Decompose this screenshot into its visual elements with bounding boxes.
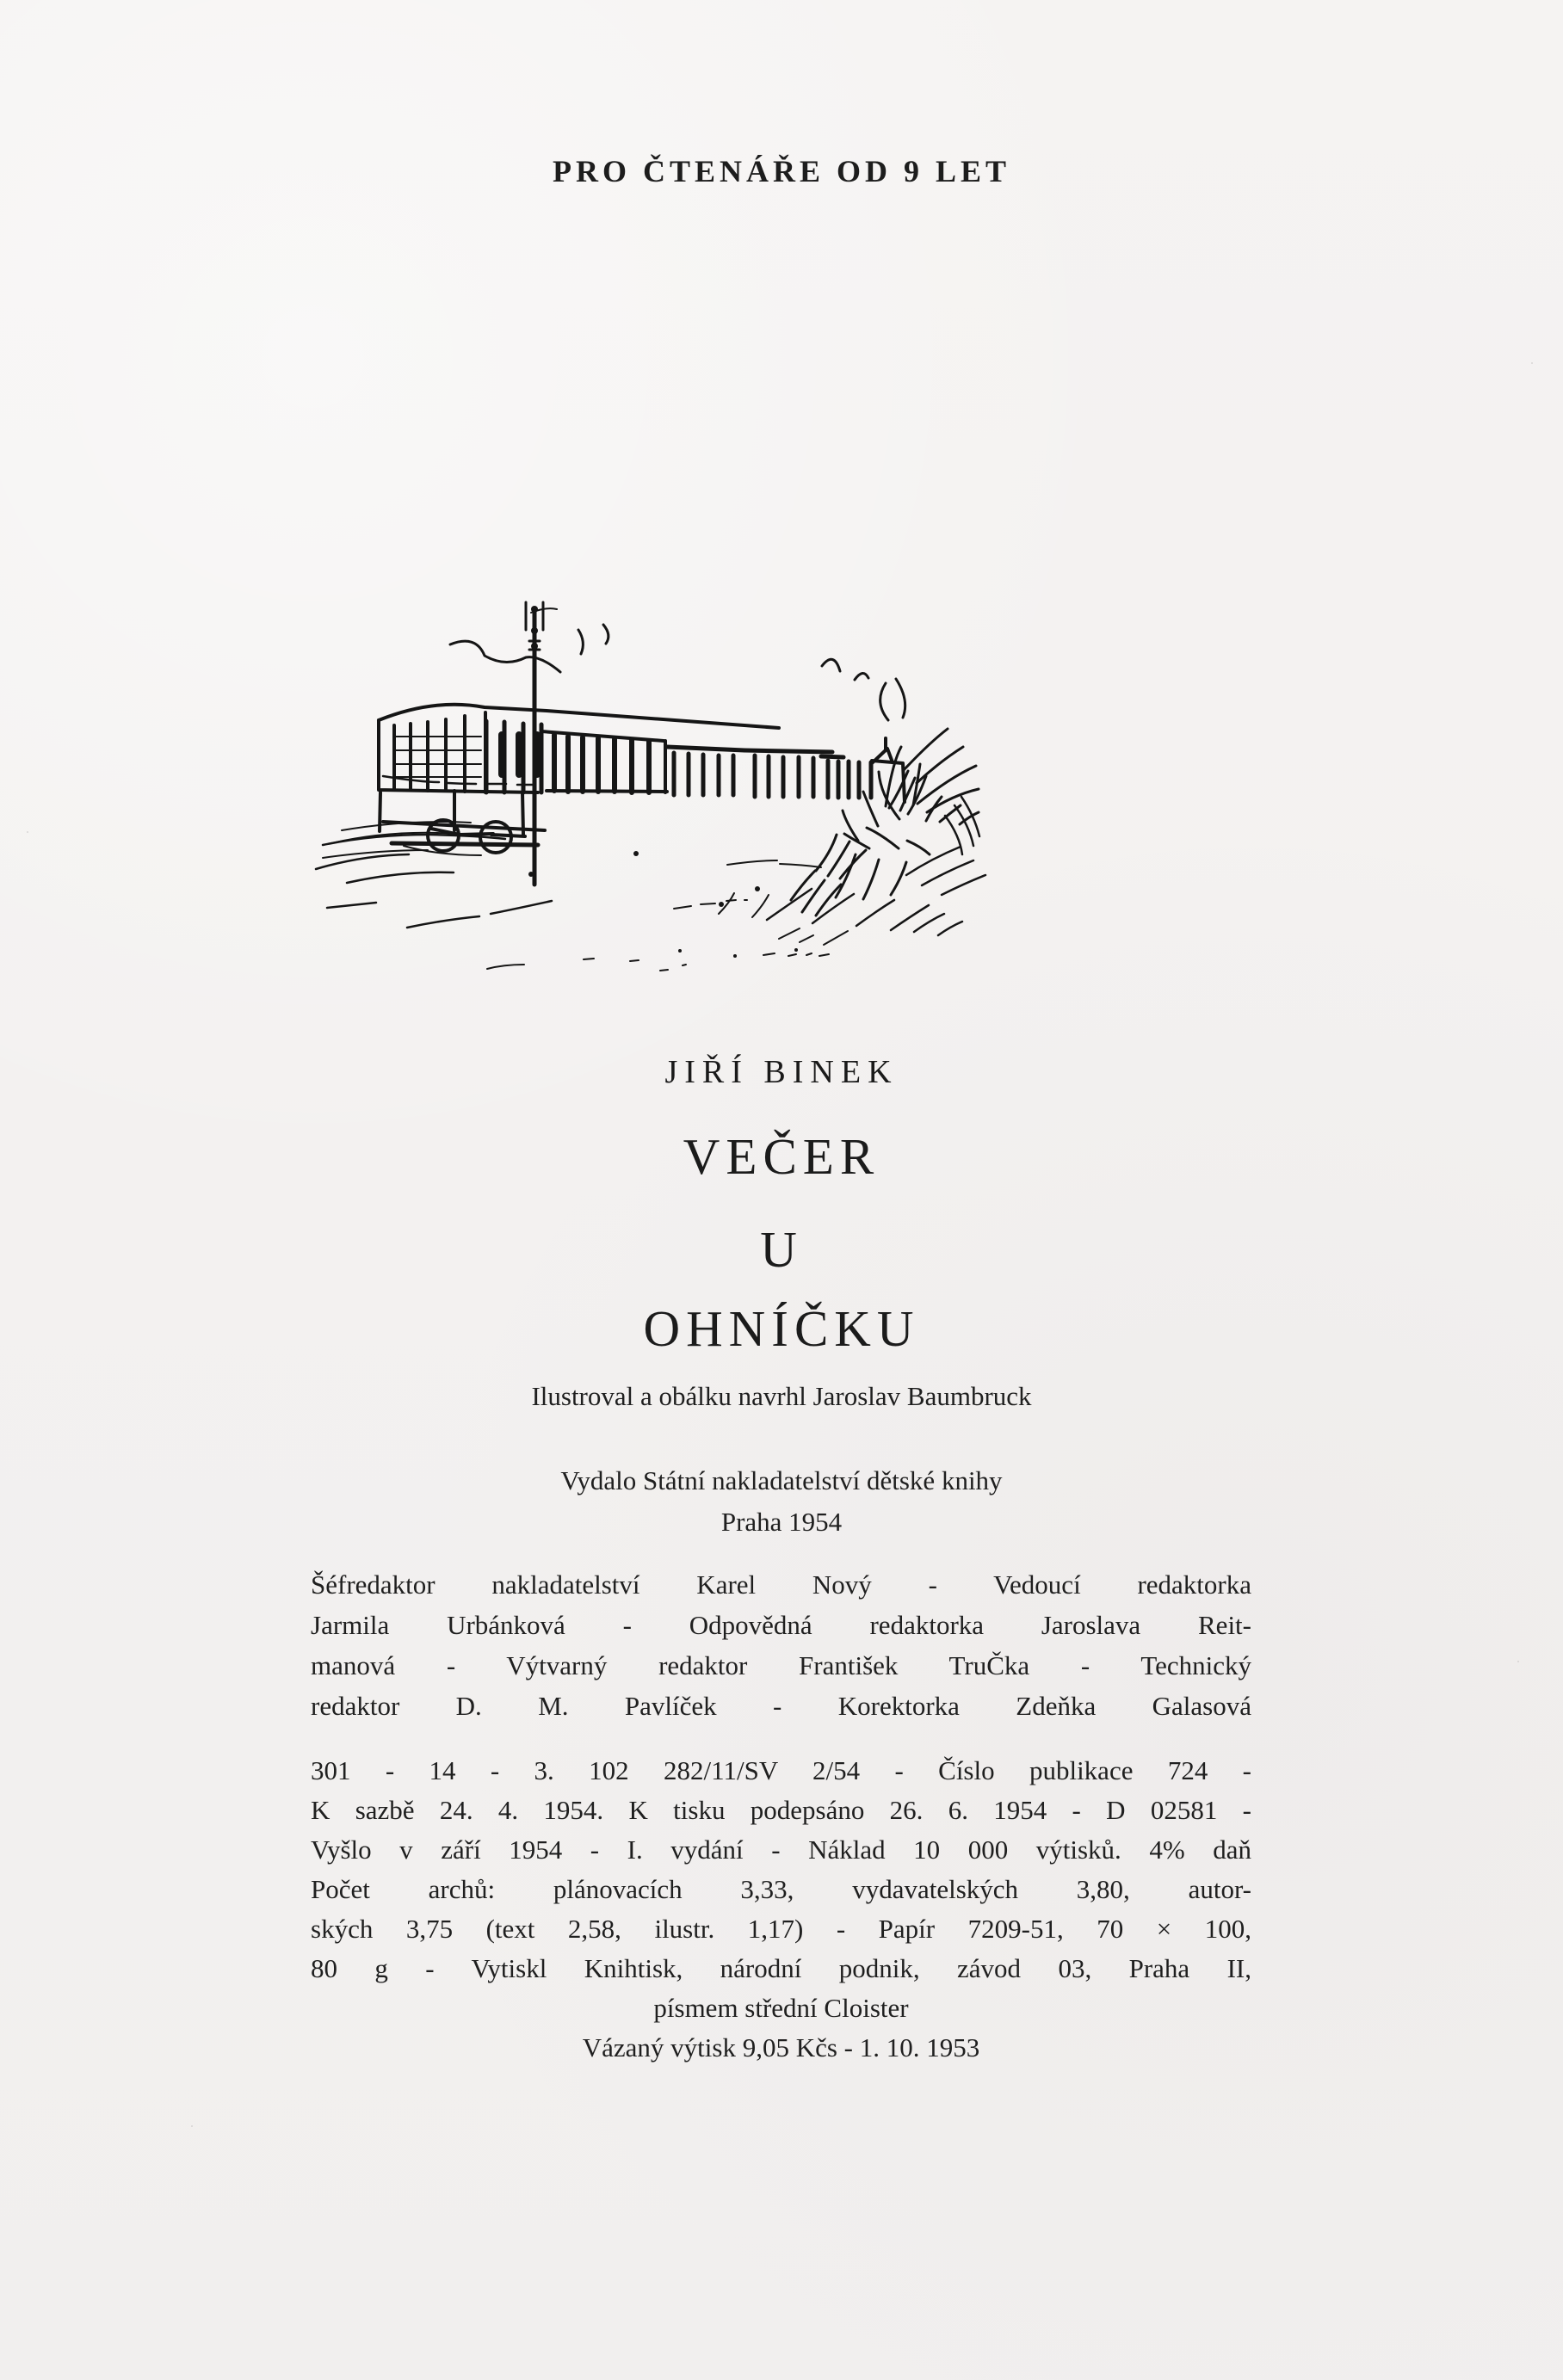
imprint-line-7: písmem střední Cloister xyxy=(653,1993,909,2023)
title-line-3: OHNÍČKU xyxy=(643,1300,920,1357)
paper-speck xyxy=(1517,1661,1519,1662)
illustrator-credit: Ilustroval a obálku navrhl Jaroslav Baumbruck xyxy=(531,1381,1032,1411)
imprint-line-8: Vázaný výtisk 9,05 Kčs - 1. 10. 1953 xyxy=(582,2032,980,2062)
imprint-line-4: Počet archů: plánovacích 3,33, vydavatelských 3,80, autor- xyxy=(311,1874,1251,1904)
title-line-1: VEČER xyxy=(683,1128,880,1185)
publisher-line-1: Vydalo Státní nakladatelství dětské knihy xyxy=(560,1465,1003,1495)
imprint-details xyxy=(311,1751,1251,2068)
staff-line-4: redaktor D. M. Pavlíček - Korektorka Zdeňka Galasová xyxy=(311,1691,1251,1721)
staff-line-2: Jarmila Urbánková - Odpovědná redaktorka Jaroslava Reit- xyxy=(311,1610,1251,1640)
imprint-line-3: Vyšlo v září 1954 - I. vydání - Náklad 10 000 výtisků. 4% daň xyxy=(311,1834,1251,1865)
imprint-line-5: ských 3,75 (text 2,58, ilustr. 1,17) - Papír 7209-51, 70 × 100, xyxy=(311,1914,1251,1944)
steam-train-illustration xyxy=(297,594,1226,1015)
paper-speck xyxy=(27,831,28,833)
staff-line-3: manová - Výtvarný redaktor František TruČka - Technický xyxy=(311,1650,1251,1680)
author-name: JIŘÍ BINEK xyxy=(664,1054,899,1090)
publisher-line-2: Praha 1954 xyxy=(720,1507,843,1537)
title-line-2: U xyxy=(760,1221,803,1278)
staff-credits xyxy=(311,1564,1251,1726)
staff-line-1: Šéfredaktor nakladatelství Karel Nový - Vedoucí redaktorka xyxy=(311,1569,1251,1600)
series-label: PRO ČTENÁŘE OD 9 LET xyxy=(552,154,1011,188)
imprint-line-2: K sazbě 24. 4. 1954. K tisku podepsáno 26. 6. 1954 - D 02581 - xyxy=(311,1795,1251,1825)
publisher-block xyxy=(0,1460,1563,1543)
paper-speck xyxy=(1531,362,1533,364)
imprint-line-6: 80 g - Vytiskl Knihtisk, národní podnik, závod 03, Praha II, xyxy=(311,1953,1251,1983)
imprint-line-1: 301 - 14 - 3. 102 282/11/SV 2/54 - Číslo publikace 724 - xyxy=(311,1755,1251,1785)
paper-speck xyxy=(191,2125,193,2127)
